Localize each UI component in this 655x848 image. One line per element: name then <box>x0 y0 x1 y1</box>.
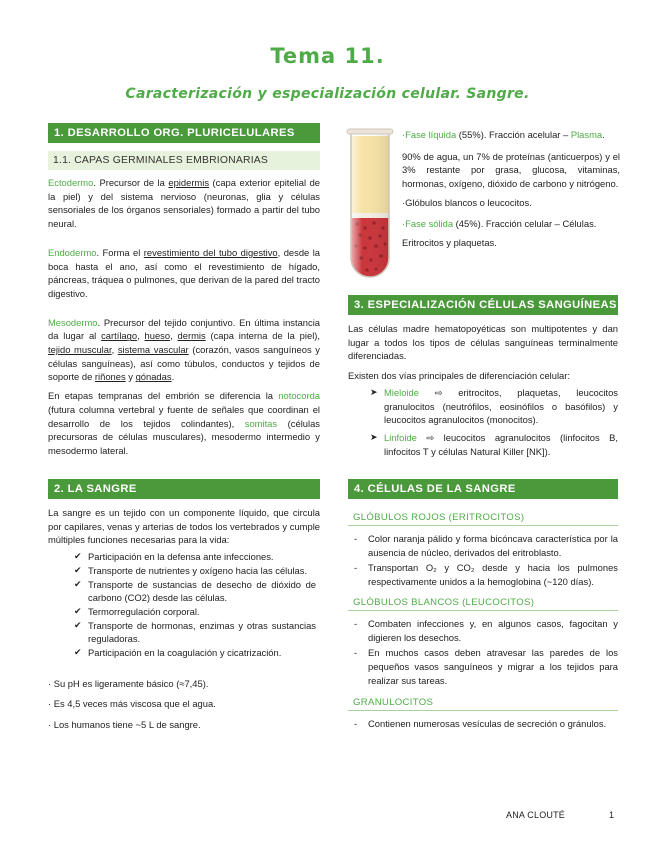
text-run: (capa exterior epitelial de la piel) y del sistema nervioso (neuronas, glia y células sensoriales de los órganos sensoriales) formado a partir del tubo neural. <box>48 177 320 230</box>
granulocitos-list <box>348 717 618 731</box>
list-item <box>48 605 320 619</box>
list-item <box>348 561 618 588</box>
list-item <box>48 578 320 605</box>
arrow-icon: ➤ <box>370 386 378 397</box>
text-run: ⇨ eritrocitos, plaquetas, leucocitos granulocitos (neutrófilos, eosinófilos o basófilos) y leucocitos agranulocitos (monocitos). <box>384 386 618 426</box>
section-4-header: 4. CÉLULAS DE LA SANGRE <box>348 479 618 499</box>
text-run: ⇨ leucocitos agranulocitos (linfocitos B, linfocitos T y células Natural Killer [NK]). <box>384 431 618 457</box>
underlined-term: dermis <box>177 330 206 342</box>
tube-glass <box>351 132 389 277</box>
section-1-1-header: 1.1. CAPAS GERMINALES EMBRIONARIAS <box>48 151 320 170</box>
text-run: (capa interna de la piel), <box>205 330 321 342</box>
check-icon: ✔ <box>74 578 82 589</box>
globulos-rojos-list <box>348 532 618 589</box>
text-run: (células precursoras de células musculares), mesodermo intermedio y mesodermo lateral. <box>48 417 320 456</box>
fase-solida <box>402 217 620 231</box>
page-title: Tema 11. <box>270 44 385 68</box>
list-item <box>48 564 320 578</box>
text-run: , desde la boca hasta el ano, así como el revestimiento de hígado, páncreas, tráquea o pulmones, que derivan de la pared del tracto digestivo. <box>48 246 320 299</box>
blood-tube-illustration <box>343 124 397 284</box>
ectodermo-paragraph <box>48 176 320 231</box>
text-run: . <box>171 371 175 383</box>
mesodermo-paragraph <box>48 316 320 385</box>
mieloide-term: Mieloide <box>384 386 419 398</box>
section-1-header: 1. DESARROLLO ORG. PLURICELULARES <box>48 123 320 143</box>
underlined-term: riñones <box>94 371 126 383</box>
mesodermo-term: Mesodermo <box>48 316 98 328</box>
fact-volume: · Los humanos tiene ~5 L de sangre. <box>48 719 201 731</box>
underlined-term: gónadas <box>135 371 172 383</box>
linfoide-term: Linfoide <box>384 431 417 443</box>
text-run: . Precursor de la <box>93 177 169 188</box>
text-run: . Precursor del tejido conjuntivo. En última instancia da lugar al <box>48 316 320 342</box>
solid-description: Eritrocitos y plaquetas. <box>402 237 497 249</box>
granulocitos-heading: GRANULOCITOS <box>348 697 618 711</box>
page-subtitle: Caracterización y especialización celular. Sangre. <box>125 86 530 102</box>
dash-icon: - <box>354 647 358 659</box>
tube-description <box>402 128 620 250</box>
text-run: , <box>111 344 118 356</box>
text-run: (55%). Fracción acelular – <box>456 129 571 140</box>
section-4 <box>348 479 618 731</box>
fase-liquida <box>402 128 620 142</box>
text-run: (corazón, vasos sanguíneos y células sanguíneas), así como túbulos, conductos y tejidos de soporte de <box>48 344 320 383</box>
plasma-term: Plasma <box>570 129 603 140</box>
check-icon: ✔ <box>74 605 82 616</box>
globulos-blancos-list <box>348 617 618 688</box>
check-icon: ✔ <box>74 647 82 658</box>
leucocitos-line: ·Glóbulos blancos o leucocitos. <box>402 196 532 208</box>
globulos-rojos-heading: GLÓBULOS ROJOS (ERITROCITOS) <box>348 512 618 526</box>
etapas-paragraph <box>48 389 320 458</box>
list-item <box>348 646 618 687</box>
underlined-term: cartílago <box>101 330 138 342</box>
dash-icon: - <box>354 562 358 574</box>
dash-icon: - <box>354 533 358 544</box>
text-run: . <box>602 129 605 140</box>
underlined-term: hueso <box>144 330 171 342</box>
differentiation-intro: Existen dos vías principales de diferenciación celular: <box>348 370 570 382</box>
list-item-text: Participación en la coagulación y cicatrización. <box>88 647 282 659</box>
hematopoietic-intro: Las células madre hematopoyéticas son multipotentes y dan lugar a todos los tipos de células sanguíneas terminalmente diferenciadas. <box>348 323 618 362</box>
section-3 <box>348 295 618 458</box>
list-item-text: Color naranja pálido y forma bicóncava característica por la ausencia de núcleo, derivados del eritroblasto. <box>368 533 618 558</box>
underlined-term: revestimiento del tubo digestivo <box>143 246 278 258</box>
list-item-text: Contienen numerosas vesículas de secreción o gránulos. <box>368 718 607 730</box>
functions-list <box>48 550 320 660</box>
list-item <box>48 550 320 564</box>
list-item <box>348 617 618 644</box>
text-run: (futura columna vertebral y fuente de señales que coordinan el desarrollo de los tejidos colindantes), <box>48 403 320 429</box>
section-1 <box>48 123 320 458</box>
list-item-text: Transporte de sustancias de desecho de dióxido de carbono (CO2) desde las células. <box>88 578 316 604</box>
section-3-header: 3. ESPECIALIZACIÓN CÉLULAS SANGUÍNEAS <box>348 295 618 315</box>
list-item <box>348 532 618 559</box>
list-item <box>348 717 618 731</box>
check-icon: ✔ <box>74 564 82 575</box>
fase-solida-term: ·Fase sólida <box>402 217 454 229</box>
list-item-text: Transporte de hormonas, enzimas y otras sustancias reguladoras. <box>88 619 316 645</box>
text-run: . Forma el <box>96 246 144 258</box>
list-item-text: En muchos casos deben atravesar las paredes de los pequeños vasos sanguíneos y migrar a los tejidos para realizar sus tareas. <box>368 647 618 686</box>
list-item-text: Combaten infecciones y, en algunos casos, fagocitan y digieren los desechos. <box>368 617 618 643</box>
text-run: (45%). Fracción celular – Células. <box>453 217 597 229</box>
underlined-term: sistema vascular <box>117 344 189 356</box>
check-icon: ✔ <box>74 619 82 630</box>
list-item-linfoide <box>348 431 618 458</box>
dash-icon: - <box>354 617 358 629</box>
blood-facts <box>48 677 320 732</box>
fase-liquida-term: ·Fase líquida <box>402 129 457 140</box>
ectodermo-term: Ectodermo <box>48 177 94 188</box>
list-item-mieloide <box>348 386 618 427</box>
section-2 <box>48 479 320 732</box>
endodermo-paragraph <box>48 246 320 301</box>
text-run: En etapas tempranas del embrión se diferencia la <box>48 390 279 402</box>
list-item-text: Transporte de nutrientes y oxígeno hacia las células. <box>88 564 308 576</box>
tube-rim <box>347 129 393 134</box>
somitas-term: somitas <box>244 417 278 429</box>
globulos-blancos-heading: GLÓBULOS BLANCOS (LEUCOCITOS) <box>348 597 618 611</box>
plasma-description: 90% de agua, un 7% de proteínas (anticuerpos) y el 3% restante por grasa, glucosa, vitaminas, hormonas, oxígeno, dióxido de carbono y nitrógeno. <box>402 150 620 190</box>
list-item-text: Termorregulación corporal. <box>88 605 200 617</box>
fact-viscosity: · Es 4,5 veces más viscosa que el agua. <box>48 698 216 710</box>
page-number: 1 <box>609 810 615 820</box>
dash-icon: - <box>354 718 358 730</box>
fact-ph: · Su pH es ligeramente básico (≈7,45). <box>48 677 209 689</box>
endodermo-term: Endodermo <box>48 246 97 258</box>
notocorda-term: notocorda <box>278 390 320 402</box>
list-item <box>48 646 320 660</box>
text-run: , <box>137 330 145 342</box>
list-item-text: Participación en la defensa ante infecciones. <box>88 551 274 563</box>
underlined-term: tejido muscular <box>48 344 112 356</box>
differentiation-list <box>348 386 618 459</box>
text-run: , <box>170 330 178 342</box>
check-icon: ✔ <box>74 551 82 562</box>
list-item-text: Transportan O₂ y CO₂ desde y hacia los pulmones respectivamente unidos a la hemoglobina (~120 días). <box>368 562 618 588</box>
underlined-term: epidermis <box>168 177 210 188</box>
footer-author: ANA CLOUTÉ <box>506 810 566 820</box>
text-run: y <box>125 371 136 383</box>
list-item <box>48 619 320 646</box>
arrow-icon: ➤ <box>370 431 378 442</box>
sangre-intro: La sangre es un tejido con un componente líquido, que circula por capilares, venas y arterias de todos los vertebrados y cumple múltiples funciones necesarias para la vida: <box>48 507 320 546</box>
section-2-header: 2. LA SANGRE <box>48 479 320 499</box>
